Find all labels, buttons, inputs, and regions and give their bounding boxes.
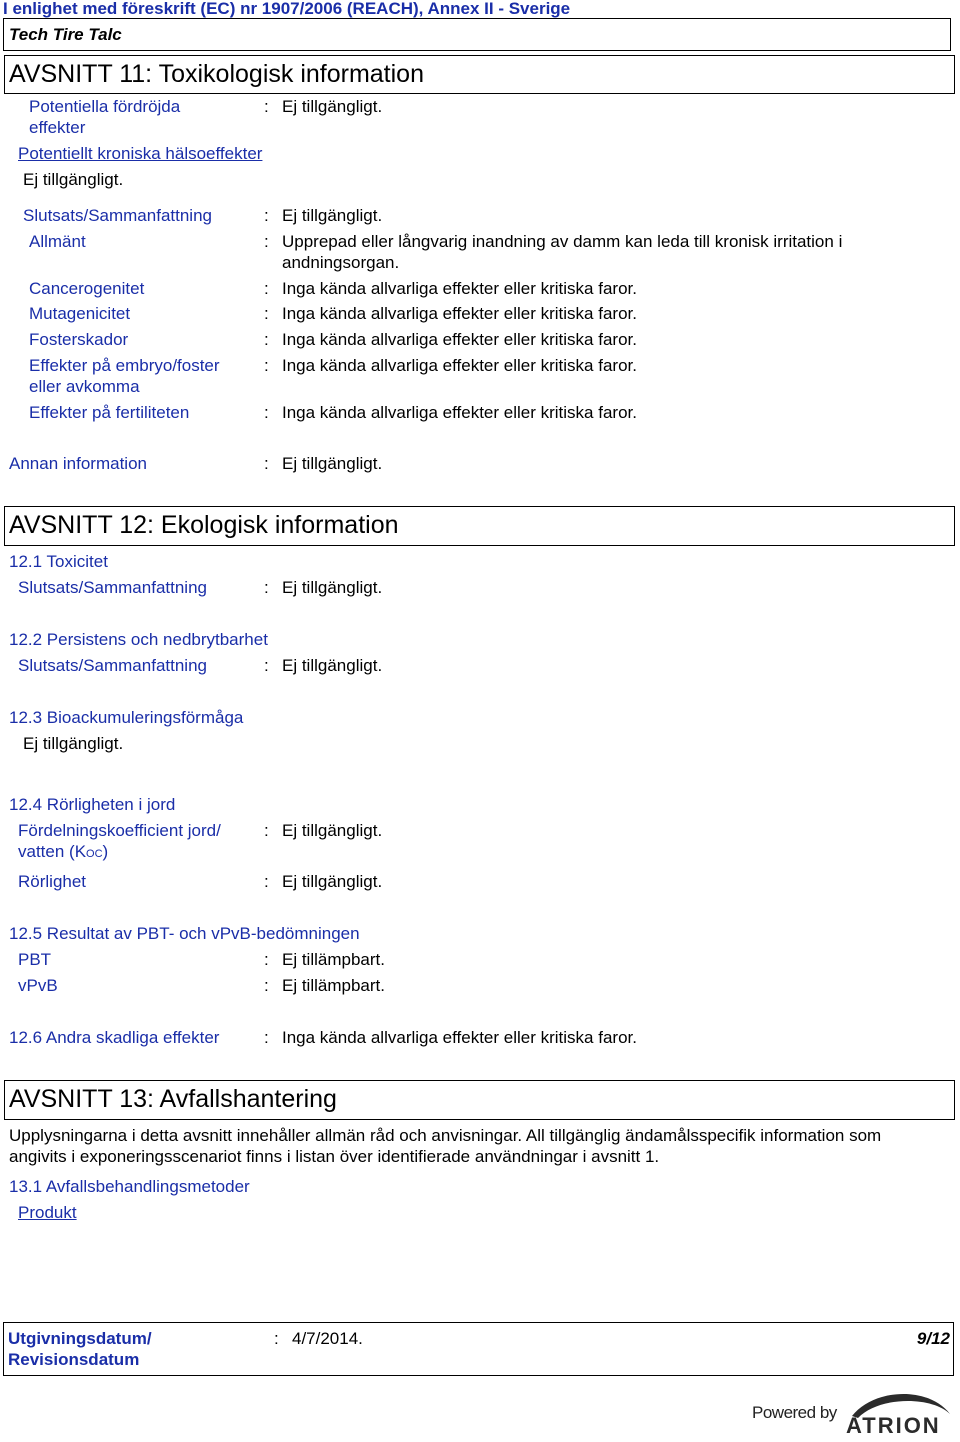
koc-label-subscript: OC [86, 848, 103, 860]
toxicity-summary-label: Slutsats/Sammanfattning [18, 578, 207, 597]
colon: : [264, 279, 269, 298]
colon: : [264, 97, 269, 116]
colon: : [264, 232, 269, 251]
summary-label: Slutsats/Sammanfattning [23, 206, 212, 225]
colon: : [264, 1028, 269, 1047]
colon: : [264, 872, 269, 891]
colon: : [264, 304, 269, 323]
product-name-box [3, 18, 951, 51]
embryo-effects-value: Inga kända allvarliga effekter eller kritiska faror. [282, 356, 637, 375]
atrion-brand-text: ATRION [846, 1413, 941, 1438]
section-13-title: AVSNITT 13: Avfallshantering [9, 1085, 337, 1113]
general-value-line-2: andningsorgan. [282, 253, 400, 272]
delayed-effects-value: Ej tillgängligt. [282, 97, 383, 116]
koc-value: Ej tillgängligt. [282, 821, 383, 840]
colon: : [264, 821, 269, 840]
fetotoxicity-label: Fosterskador [29, 330, 129, 349]
bioaccumulation-heading: 12.3 Bioackumuleringsförmåga [9, 708, 244, 727]
colon: : [264, 403, 269, 422]
carcinogenicity-label: Cancerogenitet [29, 279, 145, 298]
koc-label-line-2 [18, 841, 108, 865]
colon: : [264, 578, 269, 597]
chronic-effects-value: Ej tillgängligt. [23, 170, 124, 189]
colon: : [264, 454, 269, 473]
persistence-summary-label: Slutsats/Sammanfattning [18, 656, 207, 675]
general-value-line-1: Upprepad eller långvarig inandning av damm kan leda till kronisk irritation i [282, 232, 843, 251]
waste-methods-heading: 13.1 Avfallsbehandlingsmetoder [9, 1177, 250, 1196]
pbt-value: Ej tillämpbart. [282, 950, 385, 969]
mobility-value: Ej tillgängligt. [282, 872, 383, 891]
carcinogenicity-value: Inga kända allvarliga effekter eller kritiska faror. [282, 279, 637, 298]
fertility-label: Effekter på fertiliteten [29, 403, 190, 422]
colon: : [274, 1329, 279, 1348]
fertility-value: Inga kända allvarliga effekter eller kritiska faror. [282, 403, 637, 422]
delayed-effects-label-2: effekter [29, 118, 86, 137]
koc-label-line-1: Fördelningskoefficient jord/ [18, 821, 221, 840]
waste-intro-line-2: angivits i exponeringsscenariot finns i listan över identifierade användningar i avsnitt 1. [9, 1147, 660, 1166]
koc-label-suffix: ) [102, 842, 109, 861]
footer-date-value: 4/7/2014. [292, 1329, 363, 1348]
footer-date-label-2: Revisionsdatum [8, 1350, 140, 1369]
product-heading: Produkt [18, 1203, 77, 1222]
embryo-effects-label-2: eller avkomma [29, 377, 140, 396]
koc-label-prefix: vatten (K [18, 842, 87, 861]
colon: : [264, 656, 269, 675]
persistence-summary-value: Ej tillgängligt. [282, 656, 383, 675]
pbt-heading: 12.5 Resultat av PBT- och vPvB-bedömningen [9, 924, 360, 943]
colon: : [264, 356, 269, 375]
summary-value: Ej tillgängligt. [282, 206, 383, 225]
colon: : [264, 206, 269, 225]
mobility-label: Rörlighet [18, 872, 87, 891]
other-info-label: Annan information [9, 454, 147, 473]
powered-by-text: Powered by [752, 1403, 837, 1422]
general-label: Allmänt [29, 232, 86, 251]
powered-by-logo [748, 1386, 958, 1440]
mutagenicity-label: Mutagenicitet [29, 304, 131, 323]
waste-intro-line-1: Upplysningarna i detta avsnitt innehåller allmän råd och anvisningar. All tillgänglig ändamålsspecifik information som [9, 1126, 882, 1145]
other-info-value: Ej tillgängligt. [282, 454, 383, 473]
other-adverse-heading: 12.6 Andra skadliga effekter [9, 1028, 220, 1047]
bioaccumulation-value: Ej tillgängligt. [23, 734, 124, 753]
section-11-title: AVSNITT 11: Toxikologisk information [9, 60, 424, 88]
colon: : [264, 950, 269, 969]
vpvb-value: Ej tillämpbart. [282, 976, 385, 995]
section-12-title: AVSNITT 12: Ekologisk information [9, 511, 399, 539]
footer-date-label-1: Utgivningsdatum/ [8, 1329, 152, 1348]
other-adverse-value: Inga kända allvarliga effekter eller kritiska faror. [282, 1028, 637, 1047]
mobility-heading: 12.4 Rörligheten i jord [9, 795, 176, 814]
toxicity-heading: 12.1 Toxicitet [9, 552, 108, 571]
mutagenicity-value: Inga kända allvarliga effekter eller kritiska faror. [282, 304, 637, 323]
chronic-effects-heading: Potentiellt kroniska hälsoeffekter [18, 144, 263, 163]
colon: : [264, 976, 269, 995]
fetotoxicity-value: Inga kända allvarliga effekter eller kritiska faror. [282, 330, 637, 349]
colon: : [264, 330, 269, 349]
vpvb-label: vPvB [18, 976, 58, 995]
pbt-label: PBT [18, 950, 52, 969]
product-name: Tech Tire Talc [9, 25, 122, 44]
embryo-effects-label-1: Effekter på embryo/foster [29, 356, 220, 375]
persistence-heading: 12.2 Persistens och nedbrytbarhet [9, 630, 268, 649]
toxicity-summary-value: Ej tillgängligt. [282, 578, 383, 597]
page-number: 9/12 [916, 1329, 950, 1348]
delayed-effects-label-1: Potentiella fördröjda [29, 97, 181, 116]
document-top-title: I enlighet med föreskrift (EC) nr 1907/2006 (REACH), Annex II - Sverige [3, 0, 571, 18]
